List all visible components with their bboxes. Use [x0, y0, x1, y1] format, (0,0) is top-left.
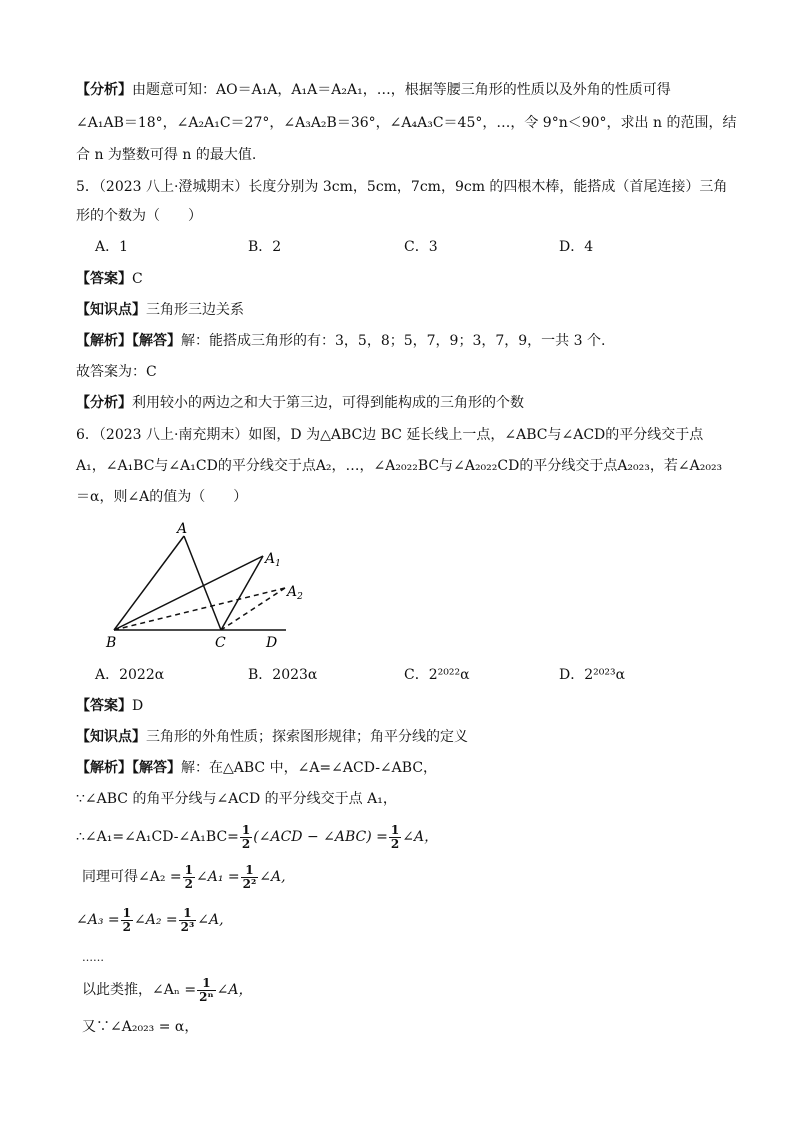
label-b: B [106, 635, 117, 651]
kp-tag: 【知识点】 [76, 302, 146, 318]
frac-num: 1 [390, 822, 400, 837]
q6-stem-line2: A₁，∠A₁BC与∠A₁CD的平分线交于点A₂，…，∠A₂₀₂₂BC与∠A₂₀₂₂CD的平分线交于点A₂₀₂₃，若∠A₂₀₂₃ [76, 458, 723, 474]
segment-a2c [221, 588, 285, 630]
frac-den: 2 [184, 876, 193, 891]
q6-solution-line5 [76, 905, 224, 935]
q6-solution-line4 [82, 862, 286, 892]
solution-tag: 【解析】【解答】 [76, 760, 181, 776]
q6-solution-line2: ∵∠ABC 的角平分线与∠ACD 的平分线交于点 A₁， [76, 791, 397, 807]
kp-tag: 【知识点】 [76, 729, 146, 745]
label-a: A [177, 521, 188, 537]
q5-option-c: C．3 [404, 239, 438, 255]
frac-den: 2 [122, 919, 131, 934]
label-a2-sub: 2 [297, 592, 303, 602]
answer-tag: 【答案】 [76, 271, 132, 287]
analysis-tag: 【分析】 [76, 395, 132, 411]
q6-option-c: C．2²⁰²²α [404, 667, 470, 683]
fraction-quarter [241, 864, 259, 891]
sol5-c: ∠A, [197, 912, 224, 928]
q5-option-d: D．4 [559, 239, 594, 255]
q6-stem-line1: 6．（2023 八上·南充期末）如图，D 为△ABC边 BC 延长线上一点，∠ABC与∠ACD的平分线交于点 [76, 427, 704, 443]
sol6-a: 以此类推，∠Aₙ = [82, 982, 197, 998]
fraction-half [183, 864, 195, 891]
label-c: C [215, 635, 226, 651]
segment-ba2 [114, 588, 285, 630]
frac-den: 2 [241, 836, 251, 851]
q5-answer [76, 269, 143, 289]
fraction-half [240, 824, 252, 851]
q6-stem-line3: ＝α，则∠A的值为（ ） [76, 489, 248, 505]
sol3-b: (∠ACD − ∠ABC) = [253, 829, 388, 845]
q6-solution-line6 [82, 975, 253, 1005]
fraction-eighth [179, 907, 197, 934]
analysis-tag: 【分析】 [76, 82, 132, 98]
kp-text: 三角形三边关系 [146, 302, 244, 318]
q5-stem-line2: 形的个数为（ ） [76, 208, 202, 224]
q6-solution-line7: 又∵∠A₂₀₂₃ = α， [82, 1019, 199, 1035]
sol3-c: ∠A， [402, 829, 439, 845]
frac-num: 1 [197, 977, 216, 991]
answer-value: C [132, 271, 143, 287]
solution-tag: 【解析】【解答】 [76, 333, 181, 349]
frac-den: 2² [242, 876, 257, 891]
sol4-b: ∠A₁ = [196, 869, 240, 885]
fraction-2n [197, 977, 216, 1004]
sol5-b: ∠A₂ = [134, 912, 178, 928]
q5-solution [76, 331, 605, 351]
q6-knowledge-point [76, 727, 468, 747]
frac-num: 1 [241, 822, 251, 837]
frac-num: 1 [179, 907, 197, 921]
sol4-a: 同理可得∠A₂ = [82, 869, 182, 885]
q6-solution-line3 [76, 822, 438, 852]
frac-den: 2ⁿ [199, 989, 214, 1004]
prev-analysis-line2: ∠A₁AB＝18°，∠A₂A₁C＝27°，∠A₃A₂B＝36°，∠A₄A₃C＝45°，…，令 9°n＜90°，求出 n 的范围，结 [76, 115, 737, 131]
segment-ba1 [114, 556, 263, 630]
answer-tag: 【答案】 [76, 698, 132, 714]
q5-option-b: B．2 [248, 239, 282, 255]
frac-num: 1 [122, 905, 131, 920]
q5-stem-line1: 5．（2023 八上·澄城期末）长度分别为 3cm，5cm，7cm，9cm 的四根木棒，能搭成（首尾连接）三角 [76, 179, 728, 195]
fraction-half [389, 824, 401, 851]
frac-den: 2 [390, 836, 400, 851]
solution-text: 解：能搭成三角形的有：3，5，8；5，7，9；3，7，9，一共 3 个. [181, 333, 606, 349]
sol6-b: ∠A， [216, 982, 253, 998]
q6-solution-line1 [76, 758, 437, 778]
label-a1-main: A [265, 551, 276, 567]
q6-option-a: A．2022α [95, 667, 165, 683]
answer-value: D [132, 698, 144, 714]
analysis-text: 利用较小的两边之和大于第三边，可得到能构成的三角形的个数 [132, 395, 524, 411]
label-a1 [263, 551, 281, 569]
kp-text: 三角形的外角性质；探索图形规律；角平分线的定义 [146, 729, 468, 745]
q6-option-b: B．2023α [248, 667, 318, 683]
label-d: D [266, 635, 278, 651]
sol5-a: ∠A₃ = [76, 912, 120, 928]
q6-ellipsis: …… [82, 951, 104, 964]
frac-num: 1 [241, 864, 259, 878]
frac-num: 1 [184, 862, 193, 877]
frac-den: 2³ [180, 919, 195, 934]
solution-text: 解：在△ABC 中，∠A=∠ACD-∠ABC， [181, 760, 438, 776]
geometry-figure [100, 520, 340, 660]
sol3-a: ∴∠A₁=∠A₁CD-∠A₁BC= [76, 829, 239, 845]
q5-solution-line2: 故答案为：C [76, 364, 157, 380]
q5-analysis [76, 393, 524, 413]
sol4-c: ∠A, [259, 869, 286, 885]
q5-option-a: A．1 [95, 239, 129, 255]
q6-answer [76, 696, 143, 716]
q5-knowledge-point [76, 300, 244, 320]
segment-ba [114, 536, 184, 630]
analysis-text: 由题意可知：AO＝A₁A，A₁A＝A₂A₁，…，根据等腰三角形的性质以及外角的性质可得 [132, 82, 671, 98]
prev-analysis-line1 [76, 80, 671, 100]
fraction-half [121, 907, 133, 934]
prev-analysis-line3: 合 n 为整数可得 n 的最大值. [76, 147, 257, 163]
label-a2 [285, 584, 303, 602]
label-a1-sub: 1 [275, 559, 281, 569]
q6-option-d: D．2²⁰²³α [559, 667, 626, 683]
segment-ac [184, 536, 221, 630]
label-a2-main: A [287, 584, 298, 600]
